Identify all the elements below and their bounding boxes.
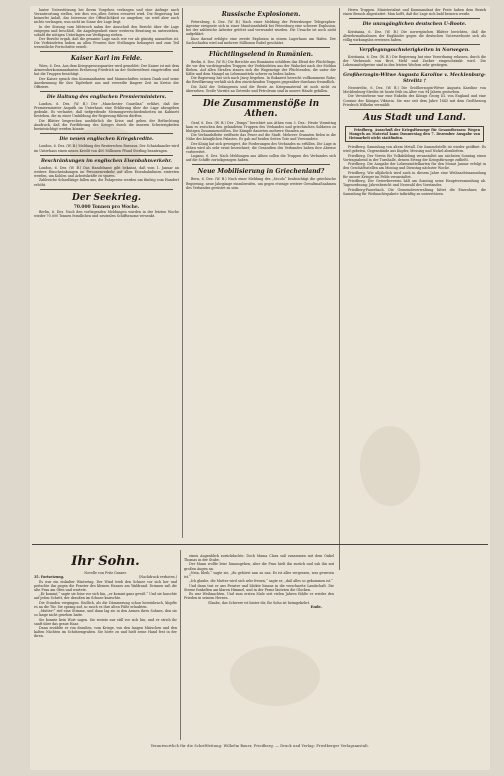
separator (349, 44, 480, 45)
story-part: 35. Fortsetzung. (34, 575, 65, 580)
article-paragraph: Der Bericht ergab, daß die gesamte Lage nach wie vor als günstig anzusehen ist. Die Verbündeten haben an allen Fronten ihre Stellungen behauptet und zum Teil wesentliche Fortschritte erzielt. (34, 37, 179, 50)
article-paragraph: Genf, 6. Dez. (W. B.) Der „Temps“ berichtet aus Athen vom 3. Dez.: Heute Vormittag kam es zwischen den gelandeten Truppen des Verbandes und griechischen Soldaten zu blutigen Zusammenstößen. Die Kämpfe dauerten mehrere Stunden an. (186, 120, 336, 133)
separator (192, 95, 330, 96)
article-paragraph: Die Regierung hat sich nach Jassy begeben. In Bukarest herrscht vollkommene Ruhe; die Bevölkerung verhält sich den einrückenden Truppen gegenüber durchaus freundlich. (186, 76, 336, 85)
subheadline-tonnage: 70.000 Tonnen pro Woche. (73, 204, 140, 210)
article-paragraph: In der Sitzung vom Mittwoch nahm der Ausschuß den Bericht über die Lage entgegen und beschloß, die Angelegenheit einer weiteren Beratung zu unterziehen, sobald die nötigen Unterlagen zur Verfügung stehen. (34, 24, 179, 37)
notice-text: Friedberg. Ausschuß der Kriegsfürsorge für Gesamthessen: Wegen Mangels an Material kann Donnerstag den 7. Dezember Ausgabe von Heimarbeit nicht stattfinden. (349, 127, 480, 140)
article-paragraph: London, 6. Dez. (W. B.) Der „Manchester Guardian“ erfährt, daß der Premierminister Asquith im Unterhaus eine Erklärung über die Lage abzugeben gedenkt. Es verlautet, daß tiefgreifende Meinungsverschiedenheiten im Kabinett bestehen, die zu einer Umbildung der Regierung führen dürften. (34, 102, 179, 119)
headline-kriegskredite: Die neuen englischen Kriegskredite. (59, 137, 154, 143)
article-paragraph: Friedberg. Wie alljährlich wird auch in diesem Jahre eine Weihnachtssammlung für unsere Krieger im Felde veranstaltet. (343, 170, 486, 179)
column-rule (182, 8, 183, 538)
headline-u-boote: Die unzugänglichen deutschen U-Boote. (362, 22, 467, 28)
article-paragraph: Berlin, 6. Dez. Nach den vorliegenden Meldungen wurden in der letzten Woche wieder 70.000 Tonnen feindlichen und neutralen Schiffsraums versenkt. (34, 209, 179, 219)
separator (40, 133, 173, 134)
column-rule (180, 550, 181, 740)
article-paragraph: London, 6. Dez. (W. B.) Meldung des Reuterschen Bureaus. Der Schatzkanzler wird im Unterhaus einen neuen Kredit von 400 Millionen Pfund Sterling beantragen. (34, 144, 179, 153)
imprint-footer: Verantwortlich für die Schriftleitung: Wilhelm Bauer, Friedberg. — Druck und Verlag: Friedberger Verlagsanstalt. (150, 744, 370, 748)
article-paragraph: lauter Unterstützung bei ihrem Vorgehen verlangen und eine Anfrage nach Verantwortung stellen, wie dies von allen Seiten erwartet wird. Die Regierung hat keinerlei Anlaß, das Interesse der Öffentlichkeit zu umgehen; sie wird aber auch nichts verlangen, was nicht im Sinne der Lage liegt. (34, 8, 179, 25)
newspaper-page (30, 6, 490, 770)
article-paragraph: Kurz darauf erfolgte eine zweite Explosion in einem Lagerhaus am Hafen. Der Sachschaden wird auf mehrere Millionen Rubel geschätzt. (186, 36, 336, 45)
article-paragraph: Friedberg. Der Verein für Volksbildung veranstaltet am nächsten Sonntag einen Vortragsabend in der Turnhalle, dessen Ertrag der Kriegsfürsorge zufließt. (343, 153, 486, 162)
story-paragraph: Sie konnte kein Wort sagen. Sie weinte nur still vor sich hin, und er strich ihr sanft über das graue Haar. (34, 617, 177, 626)
headline-kaiser-karl: Kaiser Karl im Felde. (70, 55, 143, 63)
article-paragraph: Der König hat sich geweigert, die Forderungen des Verbandes zu erfüllen. Die Lage in Athen wird als sehr ernst bezeichnet; die Gesandten des Verbandes haben ihre Abreise vorbereitet. (186, 141, 336, 154)
notice-box (345, 126, 484, 143)
article-paragraph: Kristiania, 6. Dez. (W. B.) Die Regierung hat eine Verordnung erlassen, durch die der Verbrauch von Brot, Mehl und Zucker eingeschränkt wird. Die Lebensmittelpreise sind in den letzten Wochen sehr gestiegen. (343, 55, 486, 68)
story-paragraph: einen Augenblick zurückdachte. Doch Mama Clara saß zusammen mit dem Onkel Thomas in der Stube. (184, 554, 334, 563)
separator (40, 91, 173, 92)
story-paragraph: Der Mann wollte leise hinausgehen, aber die Frau hielt ihn zurück und sah ihn mit großen Augen an. (184, 562, 334, 571)
headline-fluechtlinge: Flüchtlingselend in Rumänien. (209, 50, 313, 58)
headline-premier: Die Haltung des englischen Premierministers. (46, 94, 167, 100)
column-3 (343, 8, 486, 572)
story-paragraph: Es war Weihnachten. Und zum ersten Male seit vielen Jahren fühlte er wieder den Frieden in seinem Herzen. (184, 592, 334, 601)
separator (349, 18, 480, 19)
article-paragraph: Bern, 6. Dez. (W. B.) Nach einer Meldung des „Secolo“ beabsichtigt die griechische Regierung, neue Jahrgänge einzuberufen, um gegen etwaige weitere Gewaltmaßnahmen des Verbandes gerüstet zu sein. (186, 177, 336, 190)
story-paragraph: Und dann trat er ans Fenster und blickte hinaus in die verschneite Landschaft. Die Sterne funkelten am klaren Himmel, und in der Ferne läuteten die Glocken. (184, 583, 334, 592)
story-closing: Glaube, das Schwere ist hinter dir, Ihr Sohn ist heimgekehrt. (207, 600, 311, 605)
headline-grossherzogin: Großherzogin-Witwe Augusta Karoline v. Mecklenburg-Strelitz † (343, 73, 486, 84)
story-meta (34, 575, 177, 579)
story-notice: (Nachdruck verboten.) (138, 575, 177, 580)
article-paragraph: Neustrelitz, 6. Dez. (W. B.) Die Großherzogin-Witwe Augusta Karoline von Mecklenburg-Strelitz ist heute früh im Alter von 94 Jahren gestorben. (343, 86, 486, 95)
article-paragraph: Kristiania, 6. Dez. (W. B.) Die norwegischen Blätter berichten, daß die Abwehrmaßnahmen der Engländer gegen die deutschen Unterseeboote sich als völlig wirkungslos erwiesen haben. (343, 29, 486, 42)
story-paragraph: Dann erzählte er von draußen, vom Kriege, von den langen Märschen und den kalten Nächten im Schützengraben. Sie hörte zu und hielt seine Hand fest in der ihren. (34, 626, 177, 639)
story-column-1 (34, 552, 177, 766)
article-paragraph: Die Blätter besprechen ausführlich die Krise und geben der Befürchtung Ausdruck, daß die Fortführung des Krieges durch die inneren Schwierigkeiten beeinträchtigt werden könnte. (34, 118, 179, 131)
article-paragraph: Friedberg-Fauerbach. Die Gemeindeverwaltung bittet die Einwohner, die Sammlung für Weihnachtspakete tatkräftig zu unterstützen. (343, 187, 486, 196)
separator (349, 109, 480, 110)
separator (40, 51, 173, 52)
article-paragraph: Wien, 6. Dez. Aus dem Kriegspressequartier wird gemeldet: Der Kaiser ist mit dem Armeeoberkommandanten Erzherzog Friedrich an der Südwestfront eingetroffen und hat die Truppen besichtigt. (34, 64, 179, 77)
story-column-2 (184, 554, 334, 704)
article-paragraph: London, 6. Dez. (W. B.) Das Handelsamt gibt bekannt, daß vom 1. Januar an weitere Einschränkungen im Personenverkehr auf allen Eisenbahnlinien eintreten werden, um Kohlen und Arbeitskräfte zu sparen. (34, 165, 179, 179)
column-1 (34, 8, 179, 438)
headline-athen: Die Zusammenstöße in Athen. (202, 98, 320, 119)
article-paragraph: Friedberg. Die Ausgabe der Lebensmittelkarten für den Monat Januar erfolgt in den Geschäftsstellen am Montag und Dienstag nächster Woche. (343, 162, 486, 171)
column-rule (339, 8, 340, 570)
article-paragraph: Berlin, 6. Dez. (W. B.) Die Berichte aus Rumänien schildern das Elend der Flüchtlinge, die vor den vordringenden Truppen der Verbündeten aus der Walachei nach der Moldau fliehen. Auf allen Straßen stauen sich die Wagenzüge der Flüchtenden, die unter der Kälte und dem Mangel an Lebensmitteln schwer zu leiden haben. (186, 59, 336, 76)
headline-mobilisierung: Neue Mobilisierung in Griechenland? (197, 168, 325, 176)
headline-seekrieg: Der Seekrieg. (72, 192, 141, 203)
separator (192, 47, 330, 48)
story-end: Ende. (310, 605, 322, 610)
headline-explosionen: Russische Explosionen. (221, 11, 301, 18)
article-paragraph: Die Verstorbene war eine Enkelin des Königs Georg III. von England und eine Cousine der Königin Viktoria. Sie war seit dem Jahre 1843 mit dem Großherzog Friedrich Wilhelm vermählt. (343, 94, 486, 107)
article-paragraph: Friedberg. Der Gewerbeverein hält am Sonntag seine Hauptversammlung ab. Tagesordnung: Jahresbericht und Neuwahl des Vorstandes. (343, 179, 486, 188)
article-paragraph: Die Zahl der Gefangenen und die Beute an Kriegsmaterial ist noch nicht zu übersehen. Große Vorräte an Getreide und Petroleum sind in unsere Hände gefallen. (186, 84, 336, 93)
separator (349, 69, 480, 70)
headline-stadt-und-land: Aus Stadt und Land. (363, 112, 466, 123)
separator (40, 189, 173, 190)
headline-eisenbahn: Beschränkungen im englischen Eisenbahnverkehr. (41, 158, 172, 164)
story-paragraph: Die Stunden vergingen. Endlich, als die Dämmerung schon hereinbrach, klopfte es an die Tür. Sie sprang auf, so rasch es ihre alten Füße erlaubten. (34, 600, 177, 609)
article-paragraph: Zahlreiche Schnellzüge fallen aus, die Fahrpreise werden um fünfzig vom Hundert erhöht. (34, 178, 179, 187)
article-paragraph: Lugano, 6. Dez. Nach Meldungen aus Athen sollen die Truppen des Verbandes sich auf die Schiffe zurückgezogen haben. (186, 154, 336, 163)
column-2 (186, 8, 336, 538)
article-paragraph: Petersburg, 6. Dez. (W. B.) Nach einer Meldung der Petersburger Telegraphen-Agentur ereignete sich in einer Munitionsfabrik bei Petersburg eine schwere Explosion, bei der zahlreiche Arbeiter getötet und verwundet wurden. Die Ursache ist noch nicht aufgeklärt. (186, 20, 336, 37)
story-paragraph: Es war ein eiskalter Wintertag. Der Wind trieb den Schnee vor sich her und peitschte ihn gegen die Fenster des kleinen Hauses am Waldrand. Drinnen saß die alte Frau am Ofen und wartete. (34, 579, 177, 592)
story-paragraph: „Ich glaube, die Mutter wird sich sehr freuen,“ sagte er, „daß alles so gekommen ist.“ (189, 579, 333, 584)
article-paragraph: Herrn Truppen. Ministerialrat und Kommandant der Feste haben dem Bezirk einen Besuch abgestattet. Man hofft, daß die Lage sich bald bessern werde. (343, 8, 486, 17)
story-byline: Novelle von Fritz Ganzer. (84, 571, 127, 575)
article-paragraph: Die Verbandsflotte eröffnete das Feuer auf die Stadt. Mehrere Granaten fielen in die Nähe des königlichen Palastes. Es gab auf beiden Seiten Tote und Verwundete. (186, 133, 336, 142)
story-title: Ihr Sohn. (71, 554, 140, 569)
separator (40, 155, 173, 156)
headline-norwegen: Verpflegungsschwierigkeiten in Norwegen. (359, 47, 470, 53)
separator (192, 164, 330, 165)
article-paragraph: Der Kaiser sprach den Kommandanten und Mannschaften seinen Dank und seine Anerkennung für ihre Tapferkeit aus und verweilte längere Zeit im Kreise der Offiziere. (34, 76, 179, 89)
story-paragraph: „Nein, bleib,“ sagte sie, „du gehörst nun zu uns. Es ist alles vergessen, was gewesen ist.“ (184, 570, 334, 580)
story-paragraph: „Er kommt,“ sagte sie leise vor sich hin, „er kommt ganz gewiß.“ Und sie lauschte auf jeden Schritt, der draußen im Schnee knirschte. (34, 592, 177, 601)
article-paragraph: Friedberg. Sammlung von altem Metall. Die Sammelstelle ist wieder geöffnet. Es wird gebeten, Gegenstände aus Kupfer, Messing und Nickel abzuliefern. (343, 145, 486, 154)
story-paragraph: „Mutter!“ rief eine Stimme, und dann lag sie in den Armen ihres Sohnes, den sie so lange nicht gesehen hatte. (34, 609, 177, 618)
